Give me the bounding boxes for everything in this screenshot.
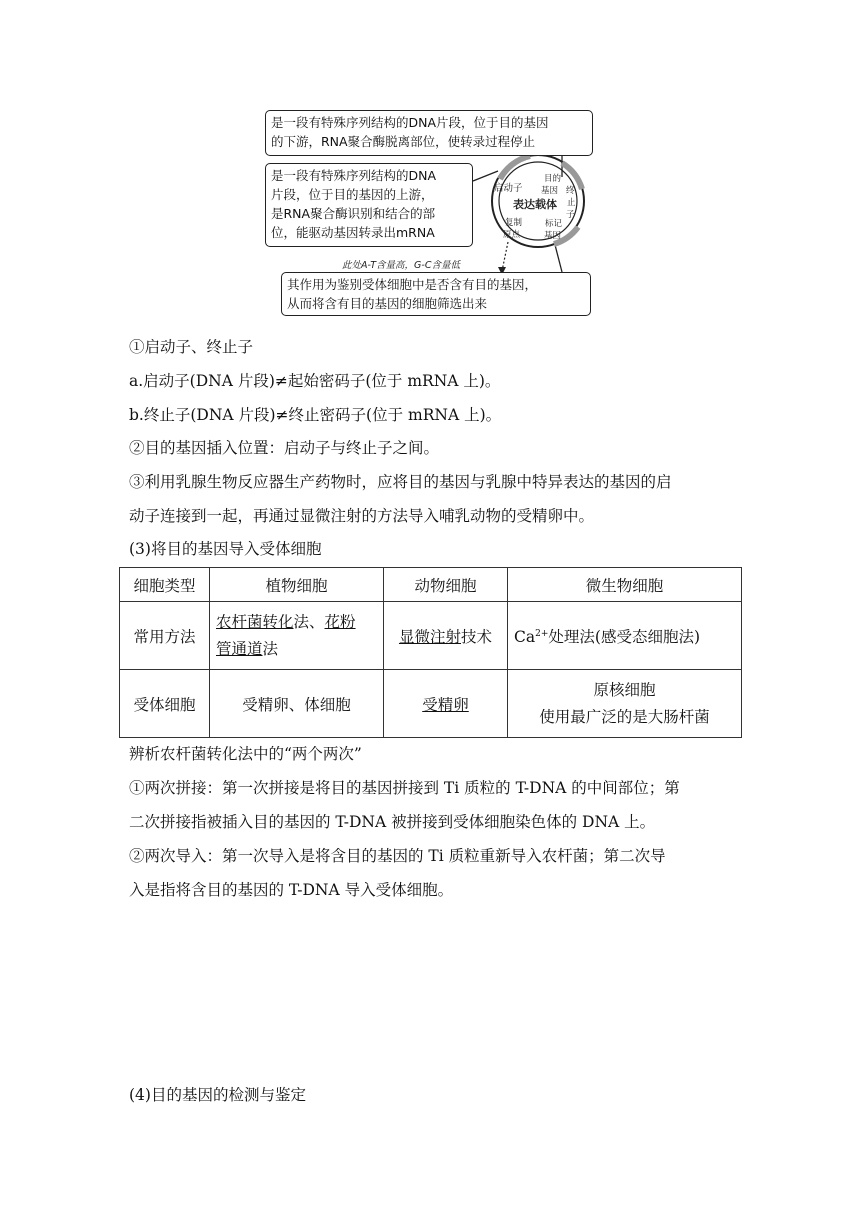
animal-method-cell <box>384 602 508 670</box>
animal-recipient-term: 受精卵 <box>422 695 469 714</box>
microbe-recipient-line: 使用最广泛的是大肠杆菌 <box>539 707 710 726</box>
microbe-recipient-cell <box>508 670 742 738</box>
promoter-note-line: 位，能驱动基因转录出mRNA <box>271 225 435 240</box>
charge-superscript: 2+ <box>535 628 549 639</box>
paragraph: ①两次拼接：第一次拼接是将目的基因拼接到 Ti 质粒的 T-DNA 的中间部位；第 <box>129 779 680 797</box>
section-heading: (4)目的基因的检测与鉴定 <box>129 1086 306 1104</box>
marker-note-line: 其作用为鉴别受体细胞中是否含有目的基因， <box>287 277 538 292</box>
table-row <box>120 602 742 670</box>
terminator-label-2: 止 <box>567 198 576 208</box>
promoter-segment <box>500 156 530 179</box>
marker-label-2: 基因 <box>544 231 562 241</box>
marker-gene-note <box>281 272 591 316</box>
terminator-label-3: 子 <box>566 210 575 220</box>
table-row <box>120 670 742 738</box>
promoter-pointer <box>473 171 498 181</box>
paragraph: 动子连接到一起，再通过显微注射的方法导入哺乳动物的受精卵中。 <box>129 507 595 525</box>
plasmid-center-label: 表达载体 <box>513 198 557 211</box>
promoter-label: 启动子 <box>494 183 523 194</box>
promoter-note-line: 片段，位于目的基因的上游， <box>271 187 434 202</box>
row-label: 受体细胞 <box>120 670 210 738</box>
promoter-note <box>265 163 473 247</box>
paragraph: b.终止子(DNA 片段)≠终止密码子(位于 mRNA 上)。 <box>129 406 502 424</box>
marker-note-line: 从而将含有目的基因的细胞筛选出来 <box>287 296 488 311</box>
section-heading: (3)将目的基因导入受体细胞 <box>129 540 322 558</box>
terminator-label-1: 终 <box>566 186 575 196</box>
plant-method-term: 农杆菌转化 <box>216 612 294 631</box>
terminator-note-line: 是一段有特殊序列结构的DNA片段，位于目的基因 <box>271 115 549 130</box>
plant-method-text: 法、 <box>293 612 325 631</box>
table-header-row <box>120 568 742 602</box>
animal-method-term: 显微注射 <box>398 627 461 646</box>
microbe-method-cell <box>508 602 742 670</box>
table-header: 动物细胞 <box>384 568 508 602</box>
paragraph: ③利用乳腺生物反应器生产药物时，应将目的基因与乳腺中特异表达的基因的启 <box>129 473 672 491</box>
promoter-note-line: 是RNA聚合酶识别和结合的部 <box>271 206 436 221</box>
marker-label-1: 标记 <box>545 219 563 229</box>
table-header: 植物细胞 <box>210 568 384 602</box>
plant-method-text: 法 <box>262 639 279 658</box>
target-gene-label-2: 基因 <box>541 186 559 196</box>
microbe-recipient-line: 原核细胞 <box>593 680 656 699</box>
target-gene-label-1: 目的 <box>544 174 562 184</box>
origin-label-2: 原点 <box>503 230 521 240</box>
plant-method-term: 花粉 <box>324 612 356 631</box>
paragraph: ①启动子、终止子 <box>129 338 254 356</box>
transformation-methods-table <box>119 567 742 738</box>
microbe-method-text: 处理法(感受态细胞法) <box>548 627 700 646</box>
origin-dashed-pointer <box>502 242 508 271</box>
table-header: 细胞类型 <box>120 568 210 602</box>
handwritten-note: 此处A-T含量高，G-C含量低 <box>342 260 460 271</box>
paragraph: 辨析农杆菌转化法中的“两个两次” <box>129 745 362 763</box>
animal-recipient-cell <box>384 670 508 738</box>
plant-recipient-cell: 受精卵、体细胞 <box>210 670 384 738</box>
animal-method-text: 技术 <box>461 627 493 646</box>
paragraph: 二次拼接指被插入目的基因的 T-DNA 被拼接到受体细胞染色体的 DNA 上。 <box>129 813 656 831</box>
paragraph: ②目的基因插入位置：启动子与终止子之间。 <box>129 439 440 457</box>
expression-vector-diagram <box>262 109 597 319</box>
plant-method-term: 管通道 <box>216 639 263 658</box>
paragraph: ②两次导入：第一次导入是将含目的基因的 Ti 质粒重新导入农杆菌；第二次导 <box>129 847 666 865</box>
row-label: 常用方法 <box>120 602 210 670</box>
origin-label-1: 复制 <box>505 218 523 228</box>
paragraph: 入是指将含目的基因的 T-DNA 导入受体细胞。 <box>129 881 454 899</box>
promoter-note-line: 是一段有特殊序列结构的DNA <box>271 168 437 183</box>
table-header: 微生物细胞 <box>508 568 742 602</box>
calcium-symbol: Ca <box>514 627 536 646</box>
terminator-note <box>265 110 593 156</box>
plant-method-cell <box>210 602 384 670</box>
paragraph: a.启动子(DNA 片段)≠起始密码子(位于 mRNA 上)。 <box>129 372 501 390</box>
terminator-note-line: 的下游，RNA聚合酶脱离部位，使转录过程停止 <box>271 134 536 149</box>
